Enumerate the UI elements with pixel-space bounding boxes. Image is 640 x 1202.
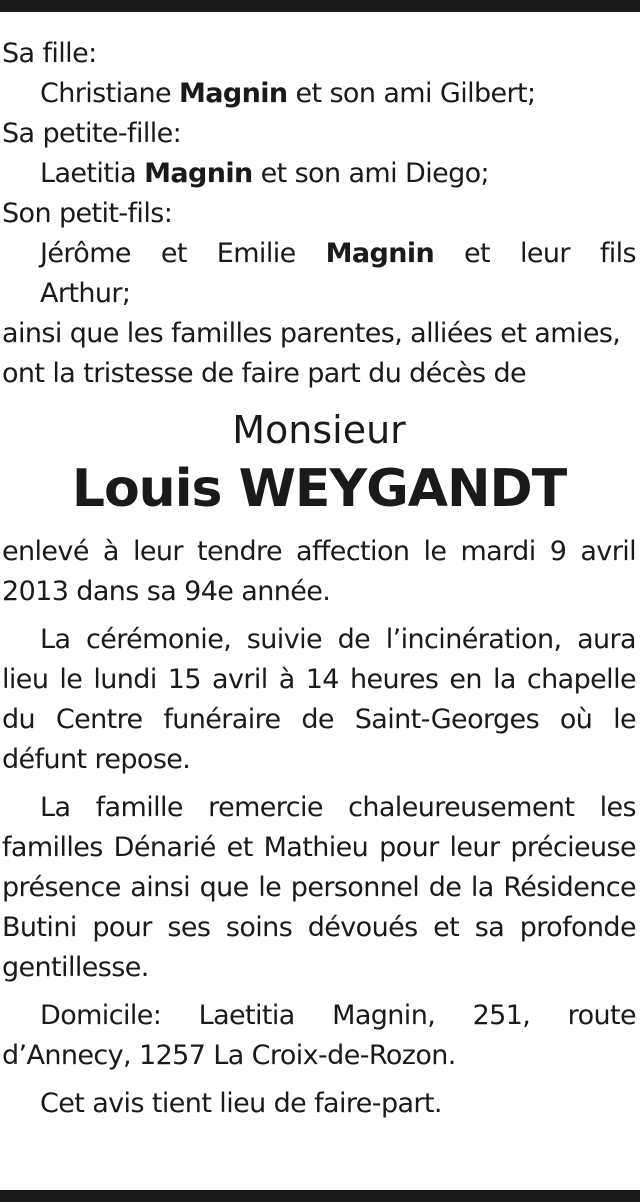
death-paragraph: enlevé à leur tendre affection le mardi 9 avril 2013 dans sa 94e année. — [2, 536, 636, 607]
surname: Magnin — [178, 78, 288, 109]
surname: Magnin — [144, 158, 253, 189]
family-members-grandson-cont: Arthur; — [40, 278, 131, 309]
family-role-granddaughter: Sa petite-fille: — [2, 118, 182, 149]
deceased-name: Louis WEYGANDT — [71, 459, 567, 519]
domicile-paragraph: Domicile: Laetitia Magnin, 251, route d’Annecy, 1257 La Croix-de-Rozon. — [2, 1000, 636, 1071]
obituary-notice — [2, 34, 636, 1124]
family-members-daughter: Christiane Magnin et son ami Gilbert; — [40, 78, 536, 109]
family-role-grandson: Son petit-fils: — [2, 198, 173, 229]
salutation: Monsieur — [232, 408, 406, 452]
closing-paragraph: Cet avis tient lieu de faire-part. — [40, 1088, 442, 1119]
surname: Magnin — [325, 238, 435, 269]
relatives-text: ainsi que les familles parentes, alliées et amies, — [2, 318, 621, 349]
family-role-daughter: Sa fille: — [2, 38, 97, 69]
family-members-grandson: Jérôme et Emilie Magnin et leur fils — [40, 238, 636, 269]
bottom-border — [0, 1190, 640, 1202]
top-border — [0, 0, 640, 12]
family-members-granddaughter: Laetitia Magnin et son ami Diego; — [40, 158, 490, 189]
ceremony-paragraph: La cérémonie, suivie de l’incinération, aura lieu le lundi 15 avril à 14 heures en la chapelle du Centre funéraire de Saint-Georges où le défunt repose. — [2, 624, 636, 775]
announcement-text: ont la tristesse de faire part du décès de — [2, 358, 526, 389]
thanks-paragraph: La famille remercie chaleureusement les familles Dénarié et Mathieu pour leur précieuse présence ainsi que le personnel de la Résidence Butini pour ses soins dévoués et sa profonde gentillesse. — [2, 792, 636, 983]
